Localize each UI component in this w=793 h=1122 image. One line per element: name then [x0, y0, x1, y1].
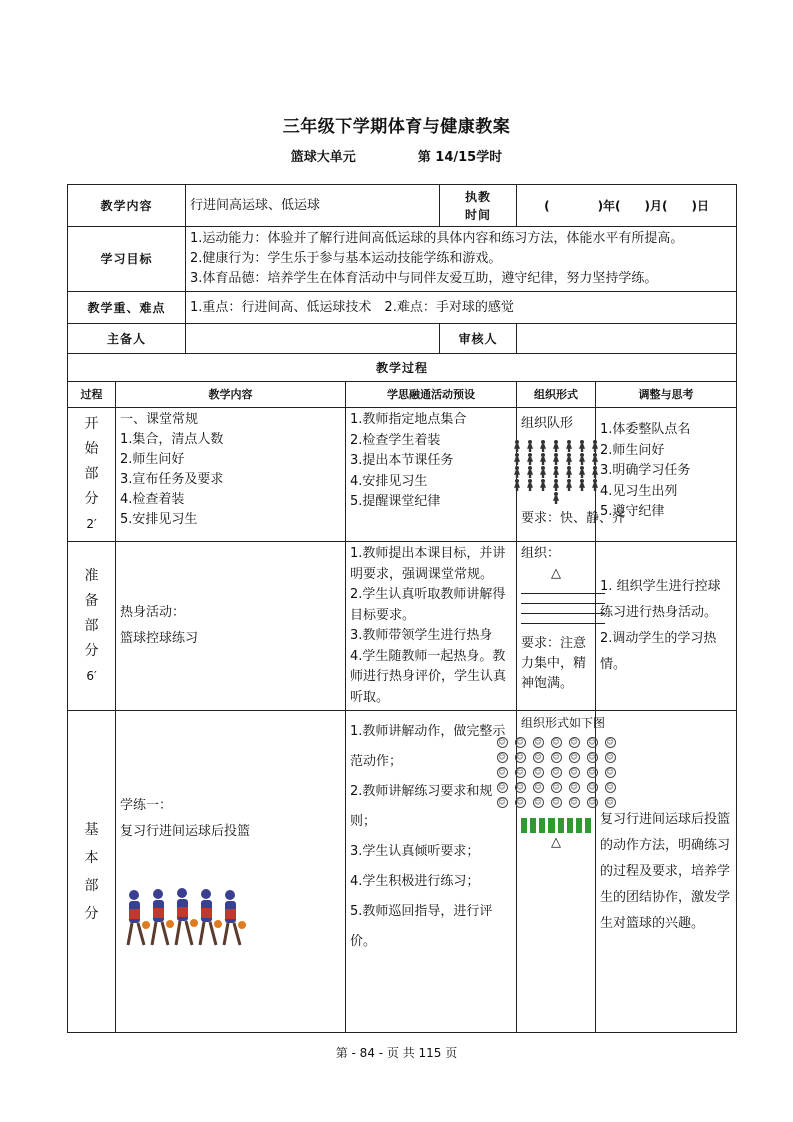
start-reflection: 1.体委整队点名 2.师生问好 3.明确学习任务 4.见习生出列 5.遵守纪律	[596, 408, 737, 542]
process-title: 教学过程	[68, 354, 737, 382]
page-title: 三年级下学期体育与健康教案	[282, 117, 511, 137]
basket-markers	[521, 818, 591, 833]
stage-prep: 准 备 部 分 6′	[68, 542, 116, 711]
basic-content: 学练一： 复习行进间运球后投篮	[116, 711, 346, 1033]
org-title: 组织形式如下图	[521, 716, 606, 730]
line-divider	[521, 593, 605, 594]
reviewer-value	[517, 324, 737, 354]
prep-organization	[517, 542, 596, 711]
key-label: 教学重、难点	[68, 292, 186, 324]
header-activity: 学思融通活动预设	[346, 382, 517, 408]
goal-item: 1.运动能力：体验并了解行进间高低运球的具体内容和练习方法，体能水平有所提高。	[190, 231, 684, 246]
header-reflection: 调整与思考	[596, 382, 737, 408]
line-divider	[521, 613, 605, 614]
header-content: 教学内容	[116, 382, 346, 408]
basic-reflection: 复习行进间运球后投篮的动作方法，明确练习的过程及要求，培养学生的团结协作，激发学生对篮球的兴趣。	[596, 711, 737, 1033]
stage-basic: 基 本 部 分	[68, 711, 116, 1033]
goal-item: 2.健康行为：学生乐于参与基本运动技能学练和游戏。	[190, 251, 502, 266]
start-organization	[517, 408, 626, 542]
goal-item: 3.体育品德：培养学生在体育活动中与同伴友爱互助，遵守纪律，努力坚持学练。	[190, 271, 658, 286]
header-stage: 过程	[68, 382, 116, 408]
exec-time-label: 执教 时间	[440, 185, 517, 227]
teacher-triangle-icon: △	[551, 835, 562, 850]
reviewer-label: 审核人	[440, 324, 517, 354]
prep-reflection: 1. 组织学生进行控球练习进行热身活动。 2.调动学生的学习热情。	[596, 542, 737, 711]
student-formation-diagram: ☺ ☺ ☺ ☺ ☺ ☺ ☺ ☺ ☺ ☺ ☺ ☺ ☺ ☺ ☺ ☺ ☺ ☺ ☺ ☺ ☺ ☺ ☺ ☺ ☺ ☺ ☺ ☺ ☺ ☺ ☺ ☺ ☺ ☺ ☺	[498, 738, 614, 806]
basic-activity: 1.教师讲解动作，做完整示范动作； 2.教师讲解练习要求和规则； 3.学生认真倾听要求； 4.学生积极进行练习； 5.教师巡回指导，进行评价。	[346, 711, 517, 1033]
goals-label: 学习目标	[68, 227, 186, 292]
formation-diagram	[521, 440, 591, 505]
prep-content: 热身活动： 篮球控球练习	[116, 542, 346, 711]
line-divider	[521, 603, 605, 604]
org-title: 组织队形	[521, 416, 574, 431]
basic-organization	[498, 711, 614, 1033]
content-label: 教学内容	[68, 185, 186, 227]
key-value: 1.重点：行进间高、低运球技术 2.难点：手对球的感觉	[186, 292, 737, 324]
goals-list	[186, 227, 737, 292]
preparer-label: 主备人	[68, 324, 186, 354]
org-requirement: 要求：注意力集中，精神饱满。	[521, 636, 587, 691]
exec-date: ( )年( )月( )日	[517, 185, 737, 227]
content-value: 行进间高运球、低运球	[186, 185, 440, 227]
prep-activity: 1.教师提出本课目标，并讲明要求，强调课堂常规。 2.学生认真听取教师讲解得目标要求。 3.教师带领学生进行热身 4.学生随教师一起热身。教师进行热身评价，学生认真听取。	[346, 542, 517, 711]
basketball-players-image	[120, 885, 260, 955]
start-activity: 1.教师指定地点集合 2.检查学生着装 3.提出本节课任务 4.安排见习生 5.提醒课堂纪律	[346, 408, 517, 542]
stage-start: 开 始 部 分 2′	[68, 408, 116, 542]
lesson-number: 第 14/15学时	[417, 150, 503, 165]
line-divider	[521, 623, 605, 624]
start-content: 一、课堂常规 1.集合，清点人数 2.师生问好 3.宣布任务及要求 4.检查着装 5.安排见习生	[116, 408, 346, 542]
lesson-plan-table	[67, 184, 737, 1033]
org-requirement: 要求：快、静、齐	[521, 511, 626, 526]
preparer-value	[186, 324, 440, 354]
page-footer: 第 - 84 - 页 共 115 页	[335, 1046, 458, 1060]
header-organization: 组织形式	[517, 382, 596, 408]
org-title: 组织：	[521, 546, 561, 561]
teacher-triangle-icon: △	[551, 566, 562, 581]
subtitle	[0, 146, 793, 165]
unit-name: 篮球大单元	[290, 150, 356, 165]
